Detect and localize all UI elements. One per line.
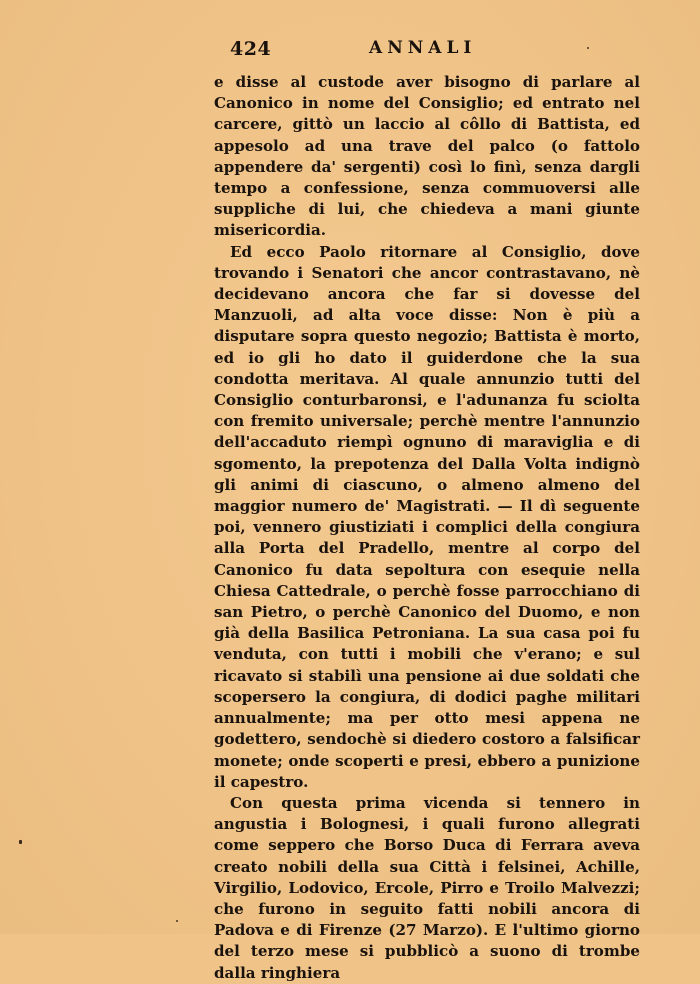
paragraph: Con questa prima vicenda si tennero in angustia i Bolognesi, i quali furono allegrati come seppero che Borso Duca di Ferrara aveva creato nobili della sua Città i felsinei, Achille, Virgilio, Lodovico, Ercole, Pirro e Troilo Malvezzi; che furono in seguito fatti nobili ancora di Padova e di Firenze (27 Marzo). E l'ultimo giorno del terzo mese si pubblicò a suono di trombe dalla ringhiera xyxy=(214,793,640,982)
paragraph: Ed ecco Paolo ritornare al Consiglio, dove trovando i Senatori che ancor contrastavano, nè decidevano ancora che far si dovesse del Manzuoli, ad alta voce disse: Non è più a disputare sopra questo negozio; Battista è morto, ed io gli ho dato il guiderdone che la sua condotta meritava. Al quale annunzio tutti del Consiglio conturbaronsi, e l'adunanza fu sciolta con fremito universale; perchè mentre l'annunzio dell'accaduto riempì ognuno di maraviglia e di sgomento, la prepotenza del Dalla Volta indignò gli animi di ciascuno, o almeno almeno del maggior numero de' Magistrati. — Il dì seguente poi, vennero giustiziati i complici della congiura alla Porta del Pradello, mentre al corpo del Canonico fu data sepoltura con esequie nella Chiesa Cattedrale, o perchè fosse parrocchiano di san Pietro, o perchè Canonico del Duomo, e non già della Basilica Petroniana. La sua casa poi fu venduta, con tutti i mobili che v'erano; e sul ricavato si stabilì una pensione ai due soldati che scopersero la congiura, di dodici paghe militari annualmente; ma per otto mesi appena ne godettero, sendochè si diedero costoro a falsificar monete; onde scoperti e presi, ebbero a punizione il capestro. xyxy=(214,242,640,791)
ink-speck xyxy=(587,47,589,49)
page-header xyxy=(214,38,644,64)
ink-speck xyxy=(176,920,178,922)
running-title: ANNALI xyxy=(369,38,477,58)
ink-mark xyxy=(19,840,22,844)
paragraph: e disse al custode aver bisogno di parlare al Canonico in nome del Consiglio; ed entrato nel carcere, gittò un laccio al côllo di Battista, ed appesolo ad una trave del palco (o fattolo appendere da' sergenti) così lo finì, senza dargli tempo a confessione, senza commuoversi alle suppliche di lui, che chiedeva a mani giunte misericordia. xyxy=(214,73,640,240)
page-number: 424 xyxy=(230,38,272,60)
body-text xyxy=(214,72,640,984)
